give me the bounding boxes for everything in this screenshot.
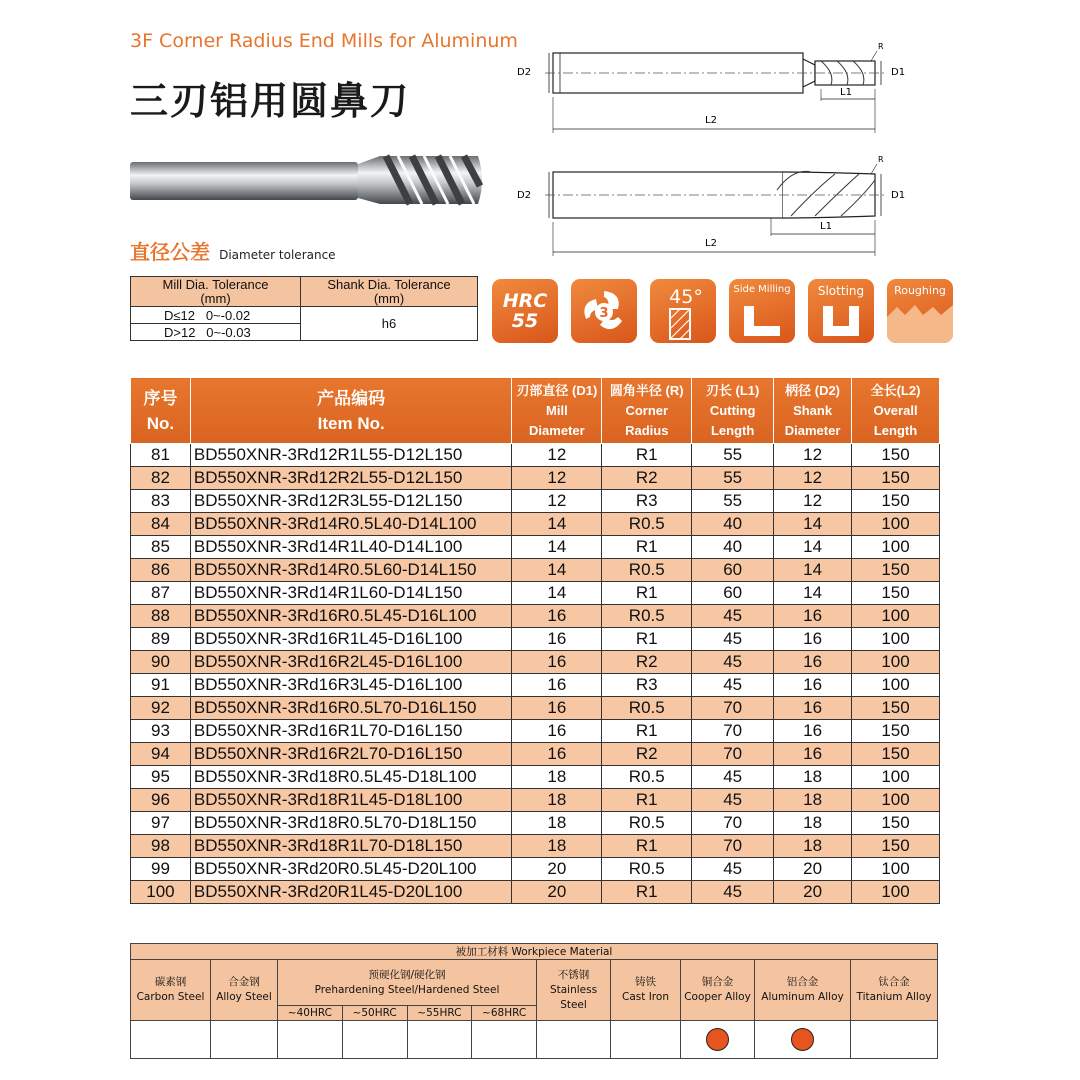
product-table	[130, 377, 940, 904]
material-copper-cn: 铜合金	[701, 976, 734, 988]
cell-l1: 45	[692, 766, 774, 789]
cell-l2: 150	[852, 697, 940, 720]
label-l1-long: L1	[820, 221, 832, 232]
material-aluminum-cn: 铝合金	[786, 976, 819, 988]
tolerance-heading-cn: 直径公差	[130, 240, 210, 264]
cell-l1: 45	[692, 651, 774, 674]
cell-item: BD550XNR-3Rd18R0.5L45-D18L100	[190, 766, 512, 789]
table-row	[131, 835, 940, 858]
suitability-aluminum	[755, 1021, 851, 1059]
cell-d2: 18	[774, 812, 852, 835]
cell-item: BD550XNR-3Rd20R0.5L45-D20L100	[190, 858, 512, 881]
three-flute-icon	[578, 285, 630, 337]
col-item-cn: 产品编码	[317, 388, 386, 408]
table-row	[131, 651, 940, 674]
cell-l1: 70	[692, 812, 774, 835]
suitability-alloy	[211, 1021, 278, 1059]
cell-r: R1	[602, 835, 692, 858]
col-no-en: No.	[146, 413, 175, 433]
cell-r: R1	[602, 720, 692, 743]
cell-l1: 60	[692, 582, 774, 605]
cell-r: R1	[602, 628, 692, 651]
label-r: R	[878, 42, 884, 51]
table-row	[131, 674, 940, 697]
material-alloy-steel	[211, 960, 278, 1021]
helix-angle-badge	[650, 279, 716, 343]
table-row	[131, 467, 940, 490]
cell-l2: 100	[852, 789, 940, 812]
cell-d1: 20	[512, 858, 602, 881]
table-row	[131, 605, 940, 628]
cell-item: BD550XNR-3Rd14R1L40-D14L100	[190, 536, 512, 559]
material-stainless-steel	[537, 960, 611, 1021]
material-stainless-en: Stainless Steel	[549, 983, 598, 1011]
cell-l1: 45	[692, 858, 774, 881]
cell-l1: 45	[692, 674, 774, 697]
cell-no: 93	[131, 720, 191, 743]
tolerance-col-shank: Shank Dia. Tolerance (mm)	[301, 277, 478, 307]
cell-d1: 16	[512, 651, 602, 674]
end-mill-photo	[128, 150, 488, 210]
tolerance-heading-en: Diameter tolerance	[219, 248, 336, 262]
cell-item: BD550XNR-3Rd16R0.5L45-D16L100	[190, 605, 512, 628]
cell-r: R0.5	[602, 858, 692, 881]
cell-l1: 40	[692, 536, 774, 559]
cell-d1: 16	[512, 628, 602, 651]
tool-drawing-long	[515, 150, 915, 260]
hrc-level: ~50HRC	[342, 1006, 407, 1021]
col-l1	[692, 378, 774, 444]
label-d1: D1	[891, 67, 906, 78]
label-l2-long: L2	[705, 238, 717, 249]
cell-r: R1	[602, 789, 692, 812]
cell-item: BD550XNR-3Rd14R1L60-D14L150	[190, 582, 512, 605]
cell-d1: 12	[512, 490, 602, 513]
cell-d2: 14	[774, 559, 852, 582]
cell-item: BD550XNR-3Rd18R0.5L70-D18L150	[190, 812, 512, 835]
cell-d1: 16	[512, 605, 602, 628]
material-carbon-en: Carbon Steel	[136, 991, 205, 1003]
table-row	[131, 789, 940, 812]
table-row	[131, 697, 940, 720]
material-aluminum-en: Aluminum Alloy	[761, 991, 844, 1003]
title-chinese: 三刃铝用圆鼻刀	[130, 79, 411, 123]
cell-r: R0.5	[602, 605, 692, 628]
col-d2-cn: 柄径 (D2)	[785, 382, 841, 398]
hrc-badge	[492, 279, 558, 343]
cell-no: 82	[131, 467, 191, 490]
cell-no: 81	[131, 444, 191, 467]
cell-l2: 150	[852, 559, 940, 582]
tool-drawing-short	[515, 35, 915, 135]
material-titanium-cn: 钛合金	[878, 976, 910, 988]
cell-l2: 150	[852, 444, 940, 467]
cell-l1: 45	[692, 628, 774, 651]
flute-count: 3	[599, 306, 609, 321]
cell-d1: 16	[512, 697, 602, 720]
suitable-dot-icon	[791, 1028, 814, 1051]
suitability-hrc55	[407, 1021, 472, 1059]
cell-no: 83	[131, 490, 191, 513]
col-l2	[852, 378, 940, 444]
col-no-cn: 序号	[143, 388, 178, 408]
table-row	[131, 766, 940, 789]
cell-r: R2	[602, 651, 692, 674]
material-titanium-alloy	[851, 960, 938, 1021]
col-l1-cn: 刃长 (L1)	[705, 382, 760, 398]
roughing-badge	[887, 279, 953, 343]
workpiece-material-table	[130, 943, 938, 1059]
table-row	[131, 720, 940, 743]
cell-no: 89	[131, 628, 191, 651]
cell-no: 85	[131, 536, 191, 559]
side-milling-badge	[729, 279, 795, 343]
cell-no: 96	[131, 789, 191, 812]
cell-d1: 18	[512, 789, 602, 812]
cell-item: BD550XNR-3Rd18R1L45-D18L100	[190, 789, 512, 812]
cell-no: 92	[131, 697, 191, 720]
label-d2: D2	[517, 67, 532, 78]
cell-item: BD550XNR-3Rd12R1L55-D12L150	[190, 444, 512, 467]
cell-l2: 150	[852, 835, 940, 858]
cell-no: 87	[131, 582, 191, 605]
table-row	[131, 582, 940, 605]
cell-d1: 14	[512, 559, 602, 582]
col-d1-cn: 刃部直径 (D1)	[516, 382, 598, 398]
material-alloy-en: Alloy Steel	[216, 991, 272, 1003]
tolerance-row: D≤12 0~-0.02	[131, 307, 301, 324]
col-no	[131, 378, 191, 444]
suitability-castiron	[611, 1021, 681, 1059]
suitability-hrc68	[472, 1021, 537, 1059]
col-item	[190, 378, 512, 444]
col-d1-en1: Mill	[546, 402, 568, 418]
cell-d1: 18	[512, 766, 602, 789]
cell-r: R1	[602, 582, 692, 605]
label-r-long: R	[878, 155, 884, 164]
cell-item: BD550XNR-3Rd16R3L45-D16L100	[190, 674, 512, 697]
cell-l2: 100	[852, 513, 940, 536]
cell-l2: 100	[852, 628, 940, 651]
table-row	[131, 743, 940, 766]
cell-d1: 12	[512, 467, 602, 490]
cell-l1: 55	[692, 490, 774, 513]
material-hardened-steel	[278, 960, 537, 1006]
cell-d1: 14	[512, 513, 602, 536]
cell-d1: 12	[512, 444, 602, 467]
cell-r: R0.5	[602, 812, 692, 835]
cell-d2: 16	[774, 605, 852, 628]
material-copper-alloy	[681, 960, 755, 1021]
cell-d1: 14	[512, 582, 602, 605]
cell-no: 100	[131, 881, 191, 904]
col-l2-cn: 全长(L2)	[870, 382, 921, 398]
label-l2: L2	[705, 115, 717, 126]
feature-badges	[492, 279, 953, 343]
cell-no: 90	[131, 651, 191, 674]
col-l2-en2: Length	[873, 422, 918, 438]
cell-d2: 16	[774, 628, 852, 651]
hrc-value: 55	[511, 310, 539, 332]
side-milling-icon	[740, 304, 784, 338]
col-d1	[512, 378, 602, 444]
slotting-label: Slotting	[817, 284, 865, 298]
tolerance-col-mill: Mill Dia. Tolerance (mm)	[131, 277, 301, 307]
cell-d2: 16	[774, 720, 852, 743]
suitability-titanium	[851, 1021, 938, 1059]
cell-l2: 100	[852, 674, 940, 697]
material-copper-en: Cooper Alloy	[684, 991, 751, 1003]
col-r-en2: Radius	[625, 422, 669, 438]
table-row	[131, 444, 940, 467]
cell-l2: 100	[852, 605, 940, 628]
cell-l1: 70	[692, 720, 774, 743]
cell-d2: 16	[774, 674, 852, 697]
cell-d1: 16	[512, 743, 602, 766]
material-hard-en: Prehardening Steel/Hardened Steel	[314, 983, 500, 996]
hrc-label: HRC	[502, 290, 548, 312]
cell-r: R3	[602, 674, 692, 697]
col-r	[602, 378, 692, 444]
cell-d1: 16	[512, 720, 602, 743]
col-l1-en1: Cutting	[709, 402, 756, 418]
col-d2	[774, 378, 852, 444]
cell-no: 95	[131, 766, 191, 789]
cell-l2: 150	[852, 812, 940, 835]
col-item-en: Item No.	[317, 413, 385, 433]
tolerance-heading	[130, 236, 336, 265]
cell-l1: 55	[692, 444, 774, 467]
hrc-level: ~40HRC	[278, 1006, 343, 1021]
material-stainless-cn: 不锈钢	[557, 968, 590, 981]
cell-item: BD550XNR-3Rd18R1L70-D18L150	[190, 835, 512, 858]
col-l2-en1: Overall	[873, 402, 918, 418]
cell-r: R1	[602, 444, 692, 467]
cell-r: R1	[602, 881, 692, 904]
cell-d1: 20	[512, 881, 602, 904]
material-hard-cn: 预硬化钢/硬化钢	[368, 968, 446, 981]
col-d1-en2: Diameter	[529, 422, 585, 438]
table-row	[131, 881, 940, 904]
roughing-label: Roughing	[894, 284, 946, 297]
cell-l1: 55	[692, 467, 774, 490]
cell-l1: 60	[692, 559, 774, 582]
cell-l1: 45	[692, 789, 774, 812]
cell-no: 94	[131, 743, 191, 766]
table-row	[131, 812, 940, 835]
cell-no: 86	[131, 559, 191, 582]
col-l1-en2: Length	[710, 422, 755, 438]
suitable-dot-icon	[706, 1028, 729, 1051]
roughing-icon	[887, 303, 953, 343]
helix-angle-value: 45°	[669, 286, 703, 308]
cell-no: 97	[131, 812, 191, 835]
cell-l1: 70	[692, 743, 774, 766]
cell-l2: 150	[852, 743, 940, 766]
three-flute-badge	[571, 279, 637, 343]
cell-d2: 20	[774, 881, 852, 904]
cell-d1: 16	[512, 674, 602, 697]
cell-no: 98	[131, 835, 191, 858]
cell-l2: 100	[852, 881, 940, 904]
cell-item: BD550XNR-3Rd14R0.5L60-D14L150	[190, 559, 512, 582]
cell-r: R1	[602, 536, 692, 559]
cell-item: BD550XNR-3Rd20R1L45-D20L100	[190, 881, 512, 904]
col-r-cn: 圆角半径 (R)	[609, 382, 684, 398]
cell-d2: 14	[774, 582, 852, 605]
col-d2-en2: Diameter	[784, 422, 841, 438]
cell-r: R2	[602, 467, 692, 490]
cell-no: 99	[131, 858, 191, 881]
label-l1: L1	[840, 87, 852, 98]
material-carbon-cn: 碳素钢	[154, 976, 187, 988]
material-titanium-en: Titanium Alloy	[856, 991, 932, 1003]
cell-item: BD550XNR-3Rd16R1L70-D16L150	[190, 720, 512, 743]
material-aluminum-alloy	[755, 960, 851, 1021]
slotting-badge	[808, 279, 874, 343]
cell-item: BD550XNR-3Rd12R3L55-D12L150	[190, 490, 512, 513]
cell-d2: 18	[774, 789, 852, 812]
side-milling-label: Side Milling	[733, 284, 791, 295]
table-row	[131, 858, 940, 881]
cell-d2: 18	[774, 766, 852, 789]
table-row	[131, 536, 940, 559]
cell-item: BD550XNR-3Rd16R2L70-D16L150	[190, 743, 512, 766]
cell-r: R2	[602, 743, 692, 766]
cell-d1: 18	[512, 812, 602, 835]
suitability-copper	[681, 1021, 755, 1059]
cell-l2: 150	[852, 720, 940, 743]
col-r-en1: Corner	[625, 402, 669, 418]
cell-l2: 100	[852, 858, 940, 881]
cell-item: BD550XNR-3Rd12R2L55-D12L150	[190, 467, 512, 490]
material-cast-iron	[611, 960, 681, 1021]
cell-d2: 14	[774, 513, 852, 536]
cell-l2: 100	[852, 651, 940, 674]
cell-d2: 16	[774, 697, 852, 720]
cell-l1: 70	[692, 697, 774, 720]
suitability-hrc50	[342, 1021, 407, 1059]
tolerance-row: D>12 0~-0.03	[131, 324, 301, 341]
cell-l2: 100	[852, 536, 940, 559]
tolerance-table	[130, 276, 478, 341]
slotting-icon	[819, 304, 863, 338]
cell-l1: 45	[692, 881, 774, 904]
table-row	[131, 628, 940, 651]
cell-r: R3	[602, 490, 692, 513]
cell-l2: 150	[852, 467, 940, 490]
cell-no: 88	[131, 605, 191, 628]
table-row	[131, 559, 940, 582]
cell-item: BD550XNR-3Rd16R0.5L70-D16L150	[190, 697, 512, 720]
cell-l1: 70	[692, 835, 774, 858]
cell-r: R0.5	[602, 766, 692, 789]
cell-item: BD550XNR-3Rd16R2L45-D16L100	[190, 651, 512, 674]
material-table-title: 被加工材料 Workpiece Material	[131, 944, 938, 960]
material-carbon-steel	[131, 960, 211, 1021]
cell-d2: 12	[774, 490, 852, 513]
material-castiron-en: Cast Iron	[622, 991, 669, 1003]
cell-item: BD550XNR-3Rd14R0.5L40-D14L100	[190, 513, 512, 536]
cell-d2: 18	[774, 835, 852, 858]
hrc-level: ~68HRC	[472, 1006, 537, 1021]
cell-l2: 100	[852, 766, 940, 789]
cell-d2: 12	[774, 467, 852, 490]
cell-r: R0.5	[602, 513, 692, 536]
cell-l2: 150	[852, 490, 940, 513]
table-row	[131, 513, 940, 536]
cell-r: R0.5	[602, 697, 692, 720]
cell-no: 84	[131, 513, 191, 536]
hrc-level: ~55HRC	[407, 1006, 472, 1021]
cell-d2: 16	[774, 743, 852, 766]
table-row	[131, 490, 940, 513]
title-english: 3F Corner Radius End Mills for Aluminum	[130, 30, 518, 52]
cell-item: BD550XNR-3Rd16R1L45-D16L100	[190, 628, 512, 651]
cell-d1: 18	[512, 835, 602, 858]
material-alloy-cn: 合金钢	[228, 976, 260, 988]
suitability-stainless	[537, 1021, 611, 1059]
label-d2-long: D2	[517, 190, 532, 201]
suitability-hrc40	[278, 1021, 343, 1059]
cell-no: 91	[131, 674, 191, 697]
label-d1-long: D1	[891, 190, 906, 201]
cell-d2: 20	[774, 858, 852, 881]
cell-d2: 12	[774, 444, 852, 467]
cell-d2: 16	[774, 651, 852, 674]
cell-d1: 14	[512, 536, 602, 559]
cell-d2: 14	[774, 536, 852, 559]
suitability-carbon	[131, 1021, 211, 1059]
col-d2-en1: Shank	[793, 402, 833, 418]
material-castiron-cn: 铸铁	[635, 976, 656, 988]
cell-l1: 40	[692, 513, 774, 536]
cell-r: R0.5	[602, 559, 692, 582]
cell-l2: 150	[852, 582, 940, 605]
cell-l1: 45	[692, 605, 774, 628]
shank-tolerance-value: h6	[301, 307, 478, 341]
helix-angle-icon	[650, 279, 716, 343]
